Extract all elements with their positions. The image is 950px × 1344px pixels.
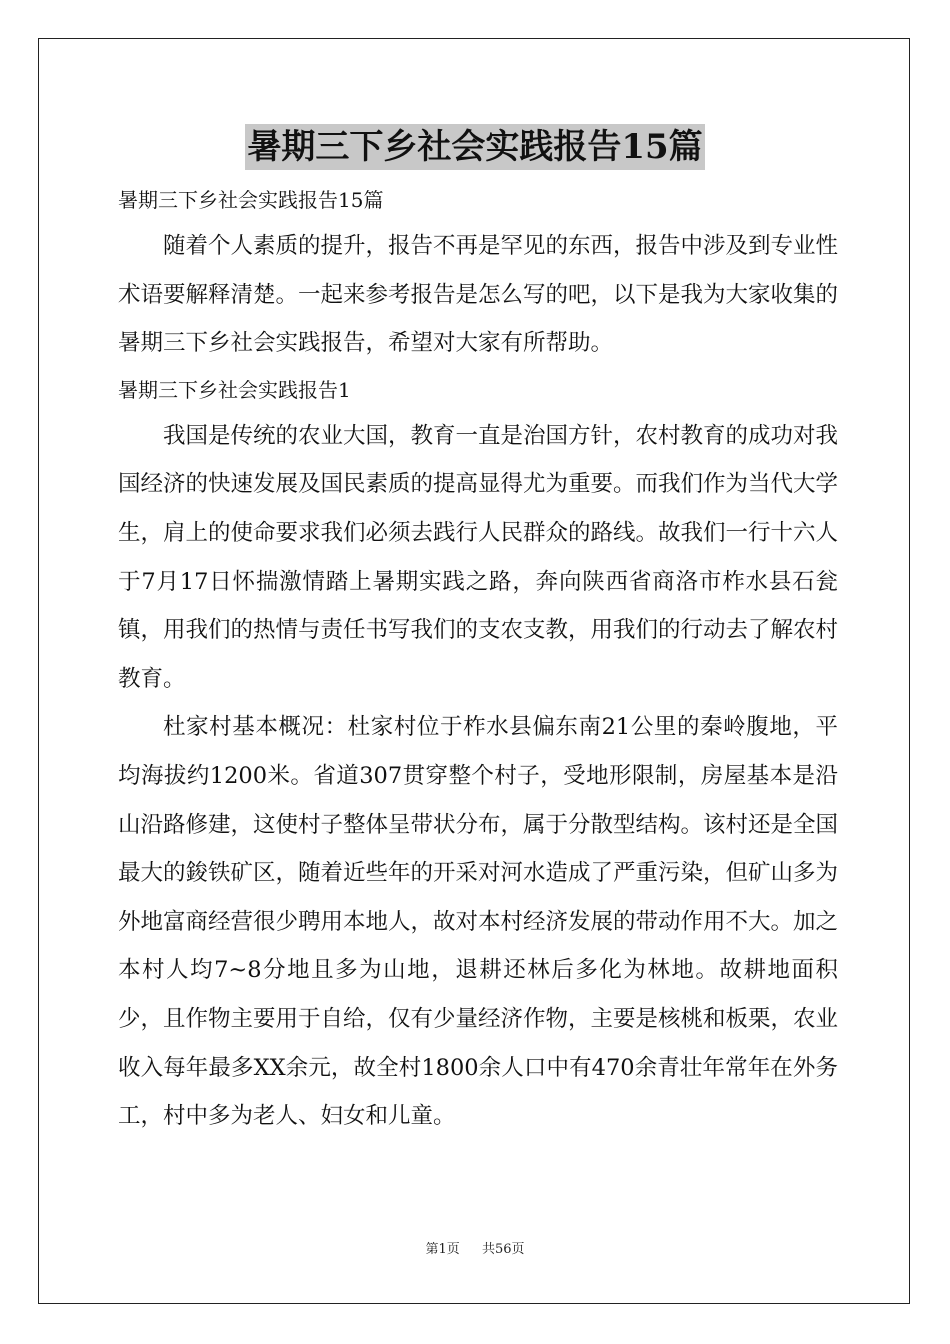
intro-paragraph: 随着个人素质的提升，报告不再是罕见的东西，报告中涉及到专业性术语要解释清楚。一起来参考报告是怎么写的吧，以下是我为大家收集的暑期三下乡社会实践报告，希望对大家有所帮助。 [118, 233, 839, 357]
document-title: 暑期三下乡社会实践报告15篇 [245, 124, 704, 170]
page-total: 共56页 [482, 1242, 525, 1257]
title-container [0, 124, 950, 170]
section-title: 暑期三下乡社会实践报告1 [118, 377, 351, 402]
page-number: 第1页 [425, 1242, 460, 1257]
body-paragraph-1: 我国是传统的农业大国，教育一直是治国方针，农村教育的成功对我国经济的快速发展及国民素质的提高显得尤为重要。而我们作为当代大学生，肩上的使命要求我们必须去践行人民群众的路线。故我们一行十六人于7月17日怀揣激情踏上暑期实践之路，奔向陕西省商洛市柞水县石瓮镇，用我们的热情与责任书写我们的支农支教，用我们的行动去了解农村教育。 [118, 422, 839, 692]
document-body [118, 178, 838, 1141]
body-paragraph-2: 杜家村基本概况：杜家村位于柞水县偏东南21公里的秦岭腹地，平均海拔约1200米。省道307贯穿整个村子，受地形限制，房屋基本是沿山沿路修建，这使村子整体呈带状分布，属于分散型结构。该村还是全国最大的鋑铁矿区，随着近些年的开采对河水造成了严重污染，但矿山多为外地富商经营很少聘用本地人，故对本村经济发展的带动作用不大。加之本村人均7~8分地且多为山地，退耕还林后多化为林地。故耕地面积少，且作物主要用于自给，仅有少量经济作物，主要是核桃和板栗，农业收入每年最多XX余元，故全村1800余人口中有470余青壮年常年在外务工，村中多为老人、妇女和儿童。 [118, 714, 839, 1130]
page-footer [0, 1238, 950, 1257]
document-subtitle: 暑期三下乡社会实践报告15篇 [118, 188, 384, 212]
